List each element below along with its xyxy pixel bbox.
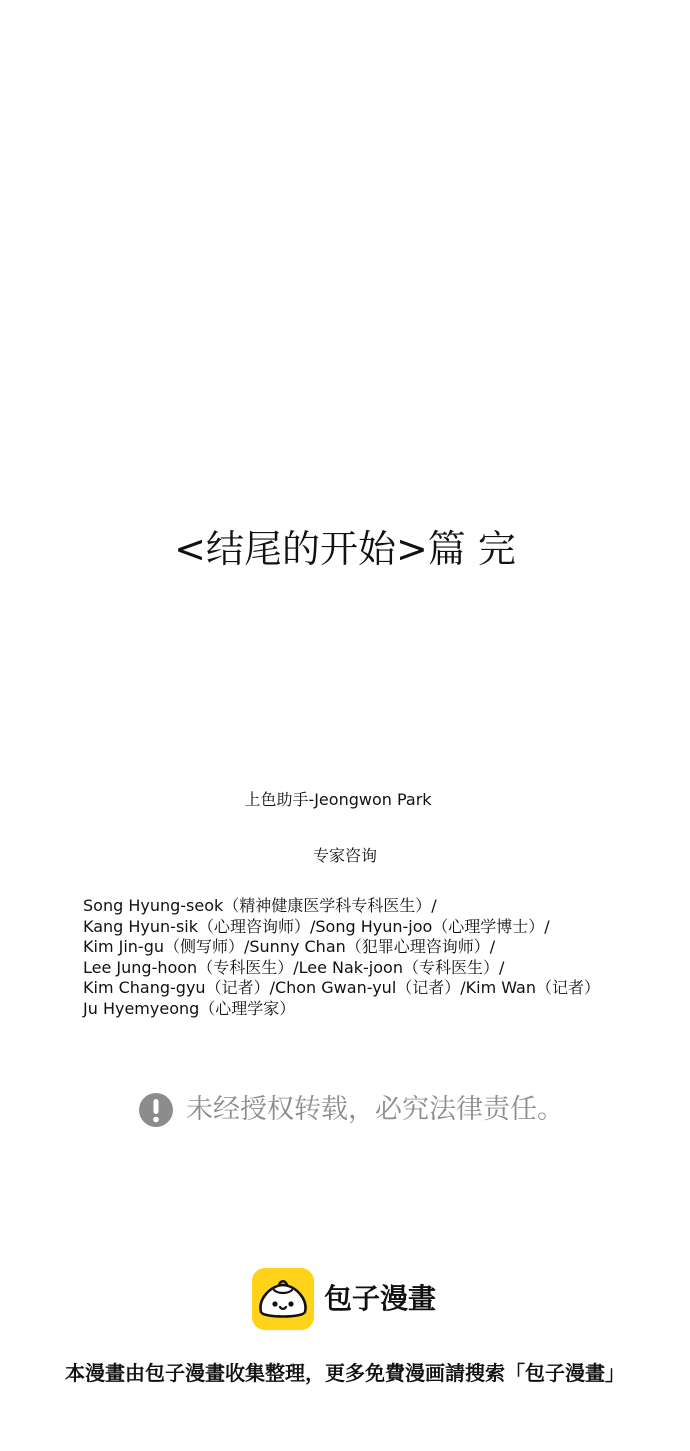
coloring-assistant-credit: 上色助手-Jeongwon Park bbox=[244, 790, 432, 809]
credit-line: Kang Hyun-sik（心理咨询师）/Song Hyun-joo（心理学博士）/ bbox=[83, 916, 550, 936]
consultation-heading: 专家咨询 bbox=[312, 846, 377, 865]
baozi-bun-logo-icon bbox=[252, 1268, 314, 1330]
credit-line: Song Hyung-seok（精神健康医学科专科医生）/ bbox=[83, 896, 437, 915]
chapter-end-title: <结尾的开始>篇 完 bbox=[174, 527, 516, 571]
consultation-credits bbox=[83, 896, 673, 1020]
copyright-warning-text: 未经授权转载，必究法律责任。 bbox=[186, 1094, 564, 1125]
credit-line: Kim Chang-gyu（记者）/Chon Gwan-yul（记者）/Kim Wan（记者） bbox=[83, 978, 601, 998]
brand-name: 包子漫畫 bbox=[324, 1282, 437, 1315]
credit-line: Ju Hyemyeong（心理学家） bbox=[83, 998, 296, 1018]
brand-block bbox=[252, 1268, 436, 1330]
copyright-warning bbox=[138, 1090, 564, 1130]
credit-line: Lee Jung-hoon（专科医生）/Lee Nak-joon（专科医生）/ bbox=[83, 957, 505, 977]
footer-notice: 本漫畫由包子漫畫收集整理，更多免費漫画請搜索「包子漫畫」 bbox=[65, 1361, 625, 1385]
credit-line: Kim Jin-gu（侧写师）/Sunny Chan（犯罪心理咨询师）/ bbox=[83, 937, 496, 957]
exclamation-circle-icon bbox=[138, 1092, 174, 1128]
